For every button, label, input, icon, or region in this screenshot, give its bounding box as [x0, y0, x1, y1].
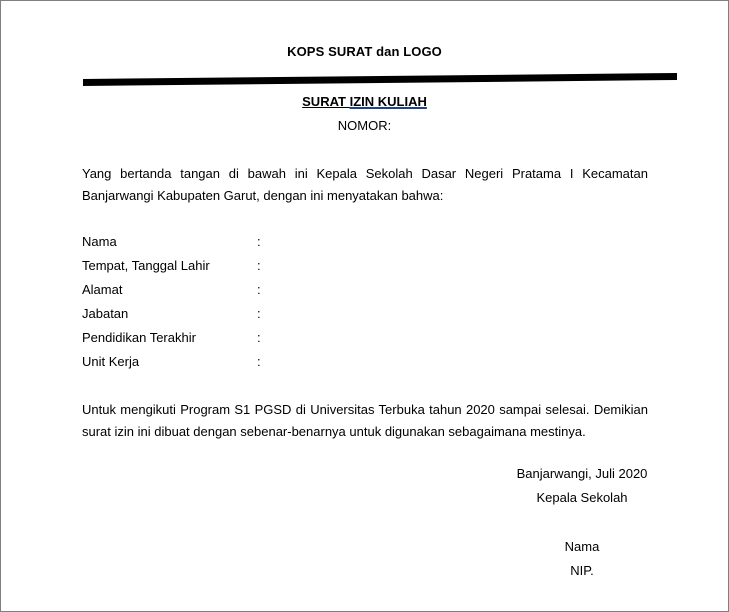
field-row-name	[82, 230, 382, 254]
signature-nip: NIP.	[570, 563, 594, 578]
document-title	[1, 94, 728, 109]
field-row-unit	[82, 350, 382, 374]
field-colon: :	[257, 354, 261, 369]
identity-fields	[82, 230, 382, 374]
field-colon: :	[257, 282, 261, 297]
field-row-birth	[82, 254, 382, 278]
document-title-part2: IZIN KULIAH	[349, 94, 427, 109]
field-row-position	[82, 302, 382, 326]
signature-name: Nama	[564, 539, 600, 554]
document-title-part1: SURAT	[302, 94, 350, 109]
field-row-address	[82, 278, 382, 302]
field-colon: :	[257, 258, 261, 273]
document-number: NOMOR:	[337, 118, 392, 133]
intro-paragraph: Yang bertanda tangan di bawah ini Kepala Sekolah Dasar Negeri Pratama I Kecamatan Banjarwangi Kabupaten Garut, dengan ini menyatakan bahwa:	[82, 166, 648, 203]
letterhead-rule-line	[83, 69, 677, 89]
field-row-education	[82, 326, 382, 350]
letterhead-title: KOPS SURAT dan LOGO	[287, 44, 442, 59]
field-label: Alamat	[82, 282, 123, 297]
signature-role: Kepala Sekolah	[536, 490, 628, 505]
field-colon: :	[257, 330, 261, 345]
field-colon: :	[257, 306, 261, 321]
field-label: Tempat, Tanggal Lahir	[82, 258, 210, 273]
signature-place-date: Banjarwangi, Juli 2020	[516, 466, 648, 481]
field-label: Nama	[82, 234, 117, 249]
field-label: Jabatan	[82, 306, 129, 321]
letterhead-rule	[83, 69, 677, 89]
field-label: Unit Kerja	[82, 354, 140, 369]
body-paragraph: Untuk mengikuti Program S1 PGSD di Universitas Terbuka tahun 2020 sampai selesai. Demikian surat izin ini dibuat dengan sebenar-benarnya untuk digunakan sebagaimana mestinya.	[82, 402, 648, 439]
field-label: Pendidikan Terakhir	[82, 330, 196, 345]
field-colon: :	[257, 234, 261, 249]
